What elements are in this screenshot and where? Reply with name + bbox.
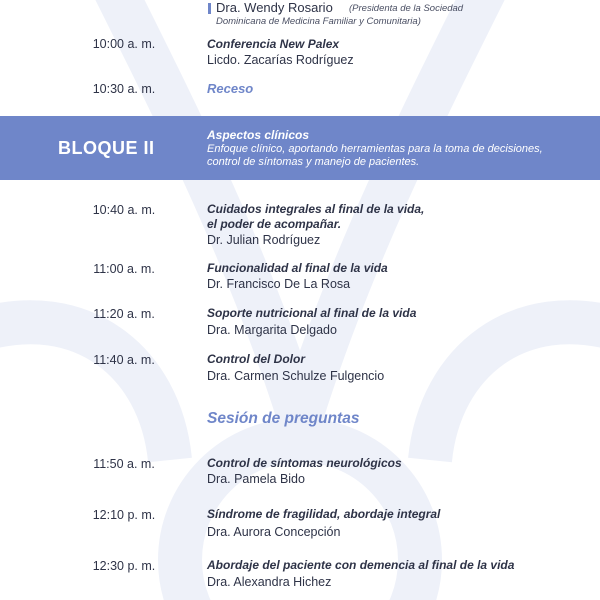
block-title: Aspectos clínicos [207,128,310,142]
session-title: Cuidados integrales al final de la vida, [207,202,425,216]
speaker-name: Dr. Francisco De La Rosa [207,277,351,291]
speaker-name: Dra. Aurora Concepción [207,525,341,539]
time-label: 12:30 p. m. [92,559,156,573]
speaker-name: Dra. Alexandra Hichez [207,575,332,589]
accent-bar [208,3,211,14]
session-title: Síndrome de fragilidad, abordaje integral [207,507,441,521]
time-label: 11:40 a. m. [93,353,155,367]
speaker-name: Dra. Pamela Bido [207,472,305,486]
time-label: 10:30 a. m. [92,82,156,96]
speaker-name: Dra. Wendy Rosario [216,0,333,15]
break-title: Receso [207,81,254,96]
speaker-affiliation: Dominicana de Medicina Familiar y Comunitaria) [216,16,421,27]
section-title: Sesión de preguntas [207,410,360,427]
session-title: Conferencia New Palex [207,37,340,51]
time-label: 11:50 a. m. [93,457,155,471]
time-label: 11:20 a. m. [93,307,155,321]
speaker-name: Dra. Carmen Schulze Fulgencio [207,369,385,383]
time-label: 11:00 a. m. [93,262,155,276]
speaker-name: Dr. Julian Rodríguez [207,233,321,247]
session-title-line2: el poder de acompañar. [207,217,342,231]
block-banner [0,116,600,180]
time-label: 10:40 a. m. [92,203,156,217]
session-title: Control del Dolor [207,352,305,366]
session-title: Soporte nutricional al final de la vida [207,306,417,320]
session-title: Funcionalidad al final de la vida [207,261,388,275]
session-title: Abordaje del paciente con demencia al final de la vida [207,558,515,572]
block-label: BLOQUE II [58,138,155,158]
time-label: 12:10 p. m. [92,508,156,522]
block-description: Enfoque clínico, aportando herramientas para la toma de decisiones, control de síntomas y manejo de pacientes. [207,143,543,168]
speaker-name: Licdo. Zacarías Rodríguez [207,53,354,67]
speaker-name: Dra. Margarita Delgado [207,323,337,337]
speaker-affiliation: (Presidenta de la Sociedad [349,3,464,14]
time-label: 10:00 a. m. [92,37,156,51]
session-title: Control de síntomas neurológicos [207,456,402,470]
